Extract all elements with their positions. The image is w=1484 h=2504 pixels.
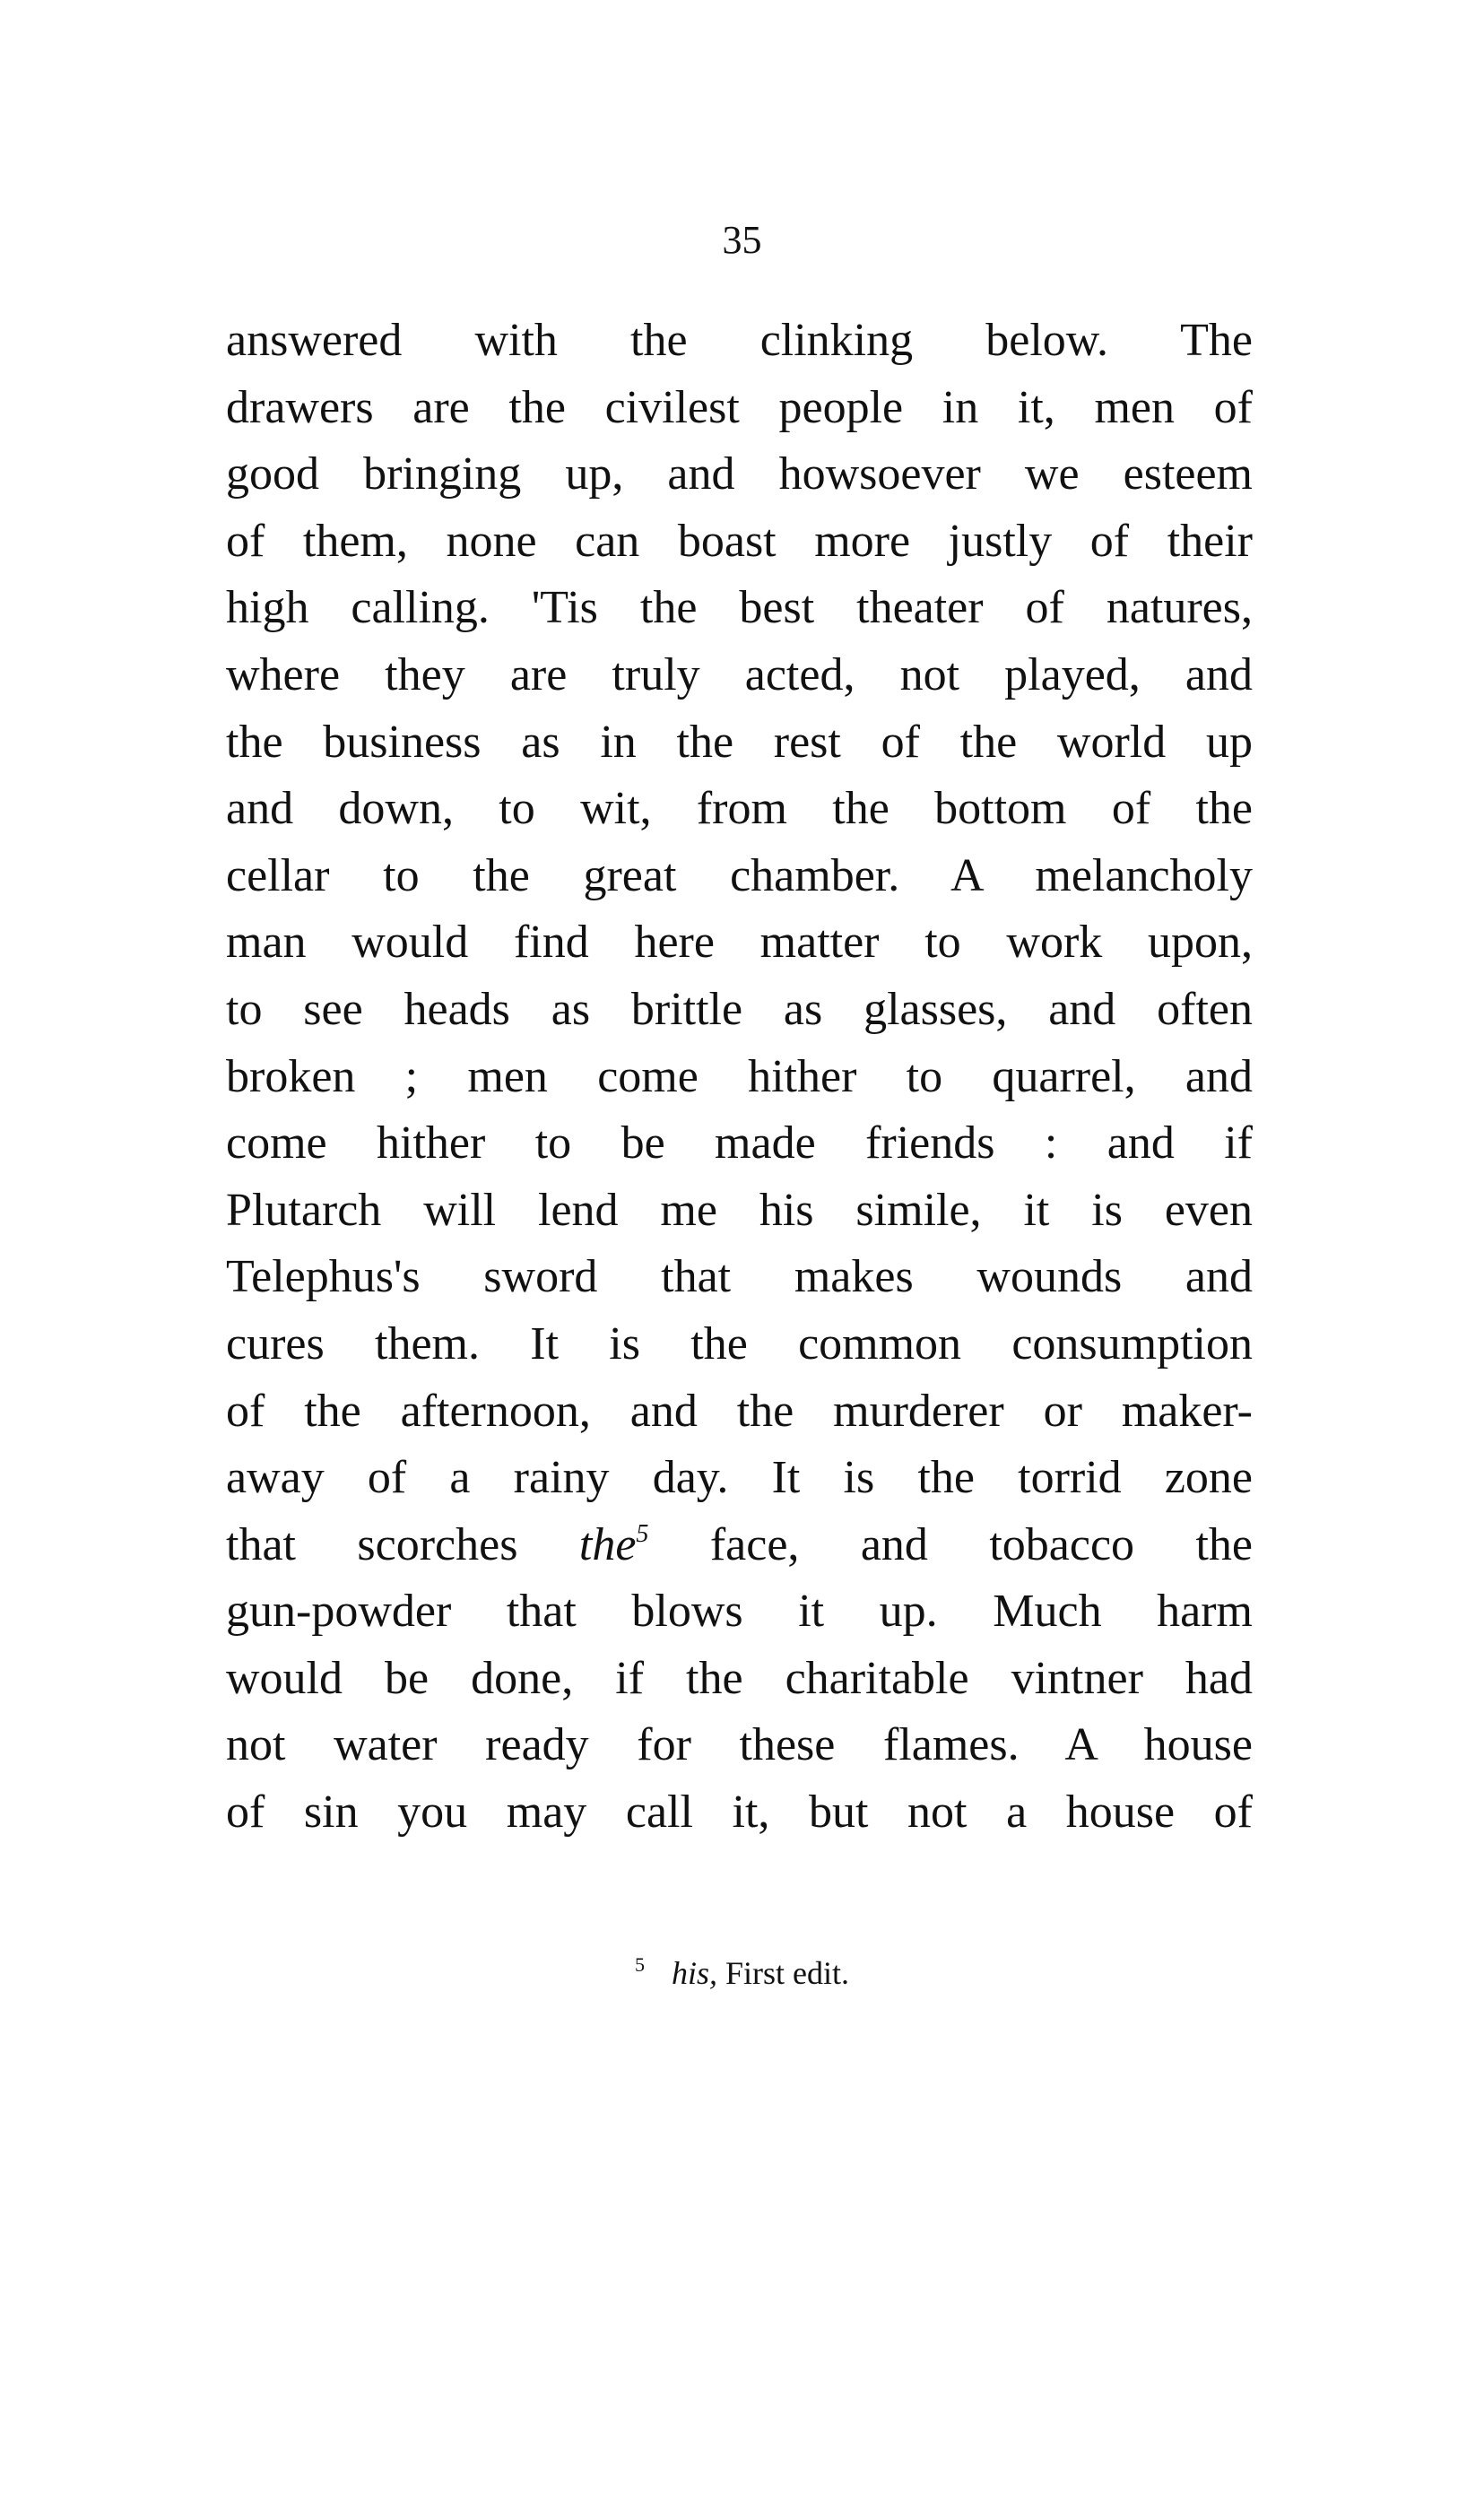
text-line-11: to see heads as brittle as glasses, and often — [226, 983, 1253, 1035]
text-line-12: broken ; men come hither to quarrel, and — [226, 1050, 1253, 1102]
footnote-text: First edit. — [725, 1955, 850, 1991]
text-line-21: would be done, if the charitable vintner had — [226, 1652, 1253, 1704]
text-line-5: high calling. 'Tis the best theater of natures, — [226, 582, 1253, 634]
footnote-italic-text: his, — [671, 1955, 717, 1991]
line19-italic-word — [579, 1519, 649, 1570]
text-line-19 — [226, 1512, 1253, 1579]
text-line-16: cures them. It is the common consumption — [226, 1317, 1253, 1369]
line19-before: that scorches — [226, 1518, 518, 1570]
footnote-marker: 5 — [634, 1953, 645, 1976]
text-line-17: of the afternoon, and the murderer or maker- — [226, 1385, 1253, 1437]
line19-italic-text: the — [578, 1518, 637, 1570]
text-line-22: not water ready for these flames. A house — [226, 1719, 1253, 1771]
text-line-15: Telephus's sword that makes wounds and — [226, 1251, 1253, 1303]
text-line-4: of them, none can boast more justly of their — [226, 515, 1253, 567]
text-line-18: away of a rainy day. It is the torrid zone — [226, 1452, 1253, 1504]
text-line-2: drawers are the civilest people in it, men of — [226, 381, 1253, 433]
body-text — [226, 308, 1253, 1847]
text-line-3: good bringing up, and howsoever we esteem — [226, 448, 1253, 500]
text-line-7: the business as in the rest of the world up — [226, 716, 1253, 768]
line19-after: face, and tobacco the — [709, 1518, 1253, 1570]
text-line-10: man would find here matter to work upon, — [226, 917, 1253, 969]
text-line-20: gun-powder that blows it up. Much harm — [226, 1586, 1253, 1638]
text-line-9: cellar to the great chamber. A melancholy — [226, 849, 1253, 901]
page-number: 35 — [722, 218, 762, 262]
text-line-6: where they are truly acted, not played, and — [226, 648, 1253, 700]
text-line-13: come hither to be made friends : and if — [226, 1117, 1253, 1169]
text-line-8: and down, to wit, from the bottom of the — [226, 783, 1253, 835]
text-line-1: answered with the clinking below. The — [226, 315, 1253, 366]
text-line-14: Plutarch will lend me his simile, it is even — [226, 1184, 1253, 1236]
text-line-23: of sin you may call it, but not a house of — [226, 1787, 1253, 1839]
footnote — [0, 1951, 1484, 1995]
footnote-reference: 5 — [636, 1519, 649, 1548]
